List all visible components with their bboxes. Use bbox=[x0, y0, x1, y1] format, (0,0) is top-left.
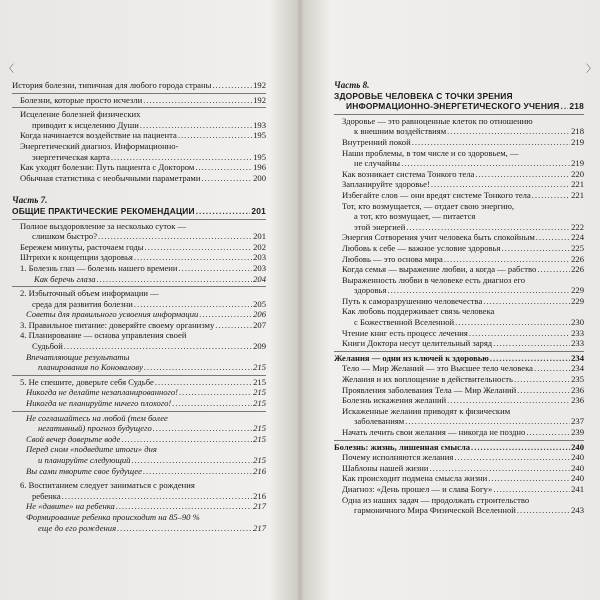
divider bbox=[12, 107, 266, 108]
dot-leader bbox=[145, 242, 253, 253]
toc-entry bbox=[12, 501, 266, 512]
toc-entry-text: Как уходят болезни: Путь пациента с Доктором bbox=[20, 162, 195, 173]
toc-entry bbox=[334, 406, 584, 427]
page-number: 201 bbox=[251, 205, 266, 216]
page-number: 203 bbox=[253, 262, 266, 273]
page-number: 220 bbox=[571, 168, 584, 179]
toc-entry bbox=[334, 395, 584, 406]
toc-entry bbox=[334, 169, 584, 180]
toc-entry bbox=[12, 141, 266, 162]
toc-entry bbox=[334, 363, 584, 374]
toc-entry-text: среда для развития болезни bbox=[32, 298, 133, 309]
toc-entry-text: не случайны bbox=[354, 158, 401, 169]
toc-entry-text: Любовь — это основа мира bbox=[342, 253, 443, 264]
toc-entry bbox=[12, 352, 266, 373]
dot-leader bbox=[561, 101, 569, 112]
dot-leader bbox=[447, 126, 570, 137]
dot-leader bbox=[517, 385, 570, 396]
page-number: 234 bbox=[571, 363, 584, 374]
dot-leader bbox=[215, 320, 252, 331]
dot-leader bbox=[195, 162, 252, 173]
dot-leader bbox=[429, 463, 570, 474]
page-number: 225 bbox=[571, 242, 584, 253]
toc-entry-text: Книги Доктора несут целительный заряд bbox=[342, 338, 493, 349]
right-ornament: 〉 bbox=[586, 64, 596, 75]
page-number: 215 bbox=[253, 398, 266, 409]
toc-entry-text: энергетическая карта bbox=[32, 151, 110, 162]
toc-entry bbox=[334, 374, 584, 385]
page-number: 236 bbox=[571, 384, 584, 395]
dot-leader bbox=[405, 416, 570, 427]
toc-entry bbox=[12, 274, 266, 285]
toc-entry-text: приводит к исцелению Души bbox=[32, 119, 139, 130]
toc-entry-text: Формирование ребенка происходит на 85–90 % bbox=[26, 511, 200, 522]
page-number: 201 bbox=[253, 231, 266, 242]
dot-leader bbox=[514, 374, 570, 385]
dot-leader bbox=[455, 317, 570, 328]
page-number: 230 bbox=[571, 317, 584, 328]
toc-entry-text: Исцеление болезней физических bbox=[20, 109, 141, 120]
toc-entry bbox=[334, 338, 584, 349]
toc-entry bbox=[12, 242, 266, 253]
toc-entry-text: Когда начинается воздействие на пациента bbox=[20, 130, 177, 141]
toc-entry-text: 1. Болезнь глаз — болезнь нашего времени bbox=[20, 262, 178, 273]
page-number: 226 bbox=[571, 253, 584, 264]
dot-leader bbox=[501, 243, 570, 254]
dot-leader bbox=[201, 173, 252, 184]
chapter-label: Часть 8. bbox=[334, 80, 370, 90]
divider bbox=[334, 114, 584, 115]
toc-entry-text: Никогда не делайте незапланированного! bbox=[26, 387, 179, 398]
dot-leader bbox=[144, 362, 252, 373]
page-number: 215 bbox=[253, 376, 266, 387]
dot-leader bbox=[134, 252, 252, 263]
toc-entry bbox=[334, 296, 584, 307]
chapter-label: Часть 7. bbox=[12, 195, 48, 206]
page-number: 202 bbox=[253, 241, 266, 252]
toc-entry-text: и планируйте следующий bbox=[38, 455, 131, 465]
toc-entry-text: Энергетический диагноз. Информационно- bbox=[20, 140, 179, 151]
toc-entry bbox=[12, 130, 266, 141]
page-number: 193 bbox=[253, 119, 266, 130]
toc-entry-text: Как возникает система Тонкого тела bbox=[342, 168, 475, 179]
page-number: 221 bbox=[571, 189, 584, 200]
toc-entry bbox=[334, 264, 584, 275]
toc-entry bbox=[334, 201, 584, 233]
toc-entry-text: Здоровье — это равноценные клеток по отношению bbox=[342, 115, 533, 126]
page-number: 240 bbox=[571, 473, 584, 484]
toc-entry-text: Шаблоны нашей жизни bbox=[342, 462, 429, 473]
toc-entry-text: Когда семья — выражение любви, а когда — рабство bbox=[342, 264, 537, 275]
dot-leader bbox=[179, 263, 253, 274]
page-number: 206 bbox=[253, 309, 266, 320]
dot-leader bbox=[493, 484, 570, 495]
dot-leader bbox=[532, 190, 570, 201]
right-page bbox=[334, 80, 584, 516]
toc-entry bbox=[334, 442, 584, 453]
page-number: 239 bbox=[571, 427, 584, 437]
toc-entry bbox=[334, 190, 584, 201]
toc-entry-text: ребенка bbox=[32, 490, 61, 501]
dot-leader bbox=[447, 395, 570, 406]
toc-entry bbox=[12, 162, 266, 173]
page-number: 200 bbox=[253, 172, 266, 183]
page-number: 216 bbox=[253, 490, 266, 501]
toc-entry bbox=[334, 452, 584, 463]
dot-leader bbox=[196, 206, 251, 217]
toc-entry-text: Как происходит подмена смысла жизни bbox=[342, 473, 488, 484]
toc-entry bbox=[12, 109, 266, 130]
toc-entry-text: Желания — одни из ключей к здоровью bbox=[334, 352, 489, 363]
divider bbox=[12, 411, 266, 412]
toc-entry bbox=[12, 387, 266, 398]
dot-leader bbox=[412, 137, 570, 148]
page-number: 217 bbox=[253, 501, 266, 512]
toc-entry-text: Полное выздоровление за несколько суток — bbox=[20, 220, 187, 231]
toc-entry bbox=[334, 328, 584, 339]
toc-entry-text: Штрихи к концепции здоровья bbox=[20, 252, 133, 263]
toc-entry-text: Болезни, которые просто исчезли bbox=[20, 94, 143, 105]
page-number: 240 bbox=[571, 441, 584, 452]
page-number: 215 bbox=[253, 362, 266, 373]
spacer bbox=[12, 183, 266, 195]
dot-leader bbox=[469, 328, 570, 339]
toc-entry bbox=[12, 444, 266, 465]
toc-entry bbox=[334, 306, 584, 327]
toc-entry bbox=[12, 263, 266, 274]
toc-entry-text: к внешним воздействиям bbox=[354, 126, 447, 137]
toc-entry-text: а тот, кто возмущает, — питается bbox=[354, 211, 476, 222]
divider bbox=[334, 440, 584, 441]
toc-entry-text: Болезнь искажения желаний bbox=[342, 395, 447, 406]
dot-leader bbox=[143, 95, 252, 106]
page-number: 217 bbox=[253, 522, 266, 533]
toc-entry-text: Тело — Мир Желаний — это Высшее тело человека bbox=[342, 363, 533, 374]
toc-entry bbox=[12, 221, 266, 242]
toc-entry bbox=[12, 80, 266, 91]
page-number: 196 bbox=[253, 162, 266, 173]
toc-entry bbox=[334, 275, 584, 296]
toc-entry-text: Одна из наших задач — продолжать строительство bbox=[342, 494, 530, 505]
dot-leader bbox=[153, 423, 252, 434]
page-number: 233 bbox=[571, 338, 584, 349]
toc-entry-text: этой энергией bbox=[354, 221, 406, 232]
dot-leader bbox=[212, 80, 252, 91]
page-number: 205 bbox=[253, 298, 266, 309]
dot-leader bbox=[178, 130, 252, 141]
toc-entry bbox=[334, 179, 584, 190]
dot-leader bbox=[483, 296, 570, 307]
toc-entry bbox=[12, 309, 266, 320]
toc-entry-text: с Божественной Вселенной bbox=[354, 317, 455, 328]
toc-entry bbox=[334, 484, 584, 495]
dot-leader bbox=[454, 452, 570, 463]
toc-entry-text: Энергия Сотворения учит человека быть спокойным bbox=[342, 232, 535, 243]
toc-entry-text: 3. Правильное питание: доверяйте своему организму bbox=[20, 319, 215, 330]
toc-entry-text: Проявления заболевания Тела — Мир Желаний bbox=[342, 384, 517, 395]
toc-entry-text: 5. Не спешите, доверьте себя Судьбе bbox=[20, 376, 154, 387]
page-number: 215 bbox=[253, 455, 266, 465]
page-number: 240 bbox=[571, 452, 584, 463]
dot-leader bbox=[62, 491, 252, 502]
toc-entry bbox=[334, 91, 584, 112]
dot-leader bbox=[537, 264, 570, 275]
dot-leader bbox=[117, 523, 252, 534]
toc-entry-text: Искаженные желания приводят к физическим bbox=[342, 405, 511, 416]
toc-entry bbox=[334, 148, 584, 169]
toc-entry bbox=[12, 466, 266, 477]
page-number: 233 bbox=[571, 327, 584, 338]
toc-entry-text: История болезни, типичная для любого города страны bbox=[12, 80, 212, 90]
dot-leader bbox=[534, 363, 570, 374]
toc-entry-text: Путь к саморазрушению человечества bbox=[342, 295, 483, 306]
left-ornament: 〈 bbox=[4, 64, 14, 75]
dot-leader bbox=[116, 501, 252, 512]
dot-leader bbox=[536, 232, 570, 243]
toc-entry bbox=[12, 398, 266, 409]
divider bbox=[12, 219, 266, 220]
page-number: 235 bbox=[571, 374, 584, 385]
page-number: 218 bbox=[569, 101, 584, 112]
toc-entry bbox=[12, 173, 266, 184]
page-number: 229 bbox=[571, 285, 584, 296]
toc-entry bbox=[12, 288, 266, 309]
toc-entry-text: Бережем минуты, расточаем годы bbox=[20, 241, 144, 252]
toc-entry-text: 4. Планирование — основа управления своей bbox=[20, 330, 187, 341]
toc-entry-text: Тот, кто возмущается, — отдает свою энергию, bbox=[342, 200, 515, 211]
toc-entry bbox=[12, 434, 266, 445]
toc-entry bbox=[334, 495, 584, 516]
dot-leader bbox=[431, 179, 570, 190]
page-number: 192 bbox=[253, 94, 266, 105]
toc-entry-text: Чтение книг есть процесс лечения bbox=[342, 327, 468, 338]
dot-leader bbox=[471, 442, 570, 453]
toc-entry-text: 2. Избыточный объем информации — bbox=[20, 288, 159, 299]
toc-entry-text: гармоничного Мира Физической Вселенной bbox=[354, 505, 516, 516]
dot-leader bbox=[179, 387, 252, 398]
divider bbox=[12, 93, 266, 94]
dot-leader bbox=[406, 222, 570, 233]
page-number: 243 bbox=[571, 505, 584, 516]
page-number: 221 bbox=[571, 179, 584, 190]
left-page bbox=[12, 80, 266, 533]
page-number: 203 bbox=[253, 252, 266, 263]
page-number: 215 bbox=[253, 423, 266, 434]
dot-leader bbox=[493, 338, 570, 349]
page-number: 229 bbox=[571, 295, 584, 306]
page-number: 224 bbox=[571, 232, 584, 243]
toc-entry bbox=[334, 254, 584, 265]
dot-leader bbox=[517, 505, 570, 516]
toc-entry-text: Начать лечить свои желания — никогда не поздно bbox=[342, 427, 526, 437]
toc-entry-text: Обычная статистика с необычными параметрами bbox=[20, 172, 201, 183]
page-number: 237 bbox=[571, 416, 584, 427]
toc-entry-text: ОБЩИЕ ПРАКТИЧЕСКИЕ РЕКОМЕНДАЦИИ bbox=[12, 205, 195, 216]
toc-entry-text: Внутренний покой bbox=[342, 136, 411, 147]
toc-entry-text: заболеваниям bbox=[354, 416, 405, 427]
toc-entry bbox=[12, 330, 266, 351]
toc-entry-text: негативный) прогноз будущего bbox=[38, 423, 152, 434]
page-number: 226 bbox=[571, 264, 584, 275]
dot-leader bbox=[488, 473, 570, 484]
toc-entry-text: слишком быстро? bbox=[32, 231, 98, 242]
dot-leader bbox=[131, 455, 252, 466]
page-number: 219 bbox=[571, 136, 584, 147]
toc-entry-text: здоровья bbox=[354, 285, 387, 296]
dot-leader bbox=[121, 434, 252, 445]
toc-entry-text: Болезнь: жизнь, лишенная смысла bbox=[334, 441, 471, 452]
dot-leader bbox=[444, 254, 570, 265]
divider bbox=[334, 351, 584, 352]
toc-entry-text: Советы для правильного усвоения информации bbox=[26, 309, 199, 320]
toc-entry bbox=[12, 252, 266, 263]
page-number: 234 bbox=[571, 352, 584, 363]
toc-entry-text: Судьбой bbox=[32, 341, 63, 352]
toc-entry bbox=[334, 427, 584, 438]
toc-entry-text: планирования по Коновалову bbox=[38, 362, 143, 373]
page-number: 195 bbox=[253, 130, 266, 141]
toc-entry bbox=[12, 95, 266, 106]
toc-entry-text: Не «давите» на ребенка bbox=[26, 501, 115, 512]
toc-entry-text: Почему исполняются желания bbox=[342, 452, 454, 463]
toc-entry bbox=[334, 137, 584, 148]
toc-entry bbox=[12, 320, 266, 331]
page-number: 215 bbox=[253, 433, 266, 444]
page-number: 236 bbox=[571, 395, 584, 406]
dot-leader bbox=[98, 231, 252, 242]
dot-leader bbox=[97, 274, 253, 285]
toc-entry bbox=[334, 385, 584, 396]
page-number: 219 bbox=[571, 158, 584, 169]
dot-leader bbox=[526, 427, 570, 438]
divider bbox=[12, 286, 266, 287]
toc-entry-text: 6. Воспитанием следует заниматься с рождения bbox=[20, 480, 195, 491]
toc-entry-text: Вы сами творите свое будущее bbox=[26, 465, 142, 476]
toc-entry bbox=[334, 463, 584, 474]
toc-entry-text: Впечатляющие результаты bbox=[26, 351, 130, 362]
toc-entry-text: Никогда не планируйте ничего плохого! bbox=[26, 398, 172, 409]
toc-entry-text: Перед сном «подведите итоги» дня bbox=[26, 444, 157, 455]
toc-entry bbox=[334, 473, 584, 484]
toc-entry bbox=[334, 353, 584, 364]
dot-leader bbox=[475, 169, 570, 180]
page-number: 215 bbox=[253, 387, 266, 398]
toc-entry bbox=[12, 377, 266, 388]
page-number: 241 bbox=[571, 483, 584, 494]
divider bbox=[12, 375, 266, 376]
toc-entry bbox=[12, 413, 266, 434]
toc-entry-text: Как любовь поддерживает связь человека bbox=[342, 306, 495, 317]
toc-entry-text: ИНФОРМАЦИОННО-ЭНЕРГЕТИЧЕСКОГО УЧЕНИЯ bbox=[346, 101, 560, 112]
toc-entry-text: Диагноз: «День прошел — и слава Богу» bbox=[342, 483, 493, 494]
dot-leader bbox=[111, 152, 252, 163]
page-number: 192 bbox=[253, 80, 266, 90]
toc-entry-text: Как беречь глаза bbox=[34, 273, 96, 284]
toc-entry-text: Запланируйте здоровье! bbox=[342, 179, 430, 190]
toc-entry-text: Не соглашайтесь на любой (тем более bbox=[26, 412, 168, 423]
page-number: 216 bbox=[253, 465, 266, 476]
toc-entry bbox=[334, 116, 584, 137]
toc-entry-text: ЗДОРОВЬЕ ЧЕЛОВЕКА С ТОЧКИ ЗРЕНИЯ bbox=[334, 90, 513, 101]
toc-entry-text: Наши проблемы, в том числе и со здоровьем, — bbox=[342, 147, 519, 158]
toc-entry bbox=[12, 480, 266, 501]
toc-entry-text: Свой вечер доверьте воде bbox=[26, 433, 121, 444]
page-number: 195 bbox=[253, 151, 266, 162]
toc-entry bbox=[12, 512, 266, 533]
dot-leader bbox=[172, 398, 252, 409]
toc-entry bbox=[12, 206, 266, 217]
page-number: 209 bbox=[253, 341, 266, 352]
page-number: 204 bbox=[253, 273, 266, 284]
dot-leader bbox=[143, 466, 252, 477]
toc-entry bbox=[334, 243, 584, 254]
toc-entry-text: Любовь к себе — важное условие здоровья bbox=[342, 242, 501, 253]
dot-leader bbox=[199, 309, 252, 320]
page-number: 222 bbox=[571, 221, 584, 232]
dot-leader bbox=[140, 120, 252, 131]
toc-entry bbox=[334, 232, 584, 243]
dot-leader bbox=[155, 377, 252, 388]
page-number: 240 bbox=[571, 462, 584, 473]
dot-leader bbox=[387, 285, 570, 296]
dot-leader bbox=[490, 353, 570, 364]
toc-entry-text: еще до его рождения bbox=[38, 522, 117, 533]
toc-entry-text: Желания и их воплощение в действительность bbox=[342, 374, 513, 385]
dot-leader bbox=[134, 299, 252, 310]
toc-entry-text: Избегайте слов — они вредят системе Тонкого тела bbox=[342, 189, 531, 200]
dot-leader bbox=[401, 158, 570, 169]
toc-entry-text: Выраженность любви в человеке есть диагноз его bbox=[342, 274, 525, 285]
page-number: 207 bbox=[253, 319, 266, 330]
dot-leader bbox=[64, 341, 252, 352]
page-number: 218 bbox=[571, 126, 584, 137]
